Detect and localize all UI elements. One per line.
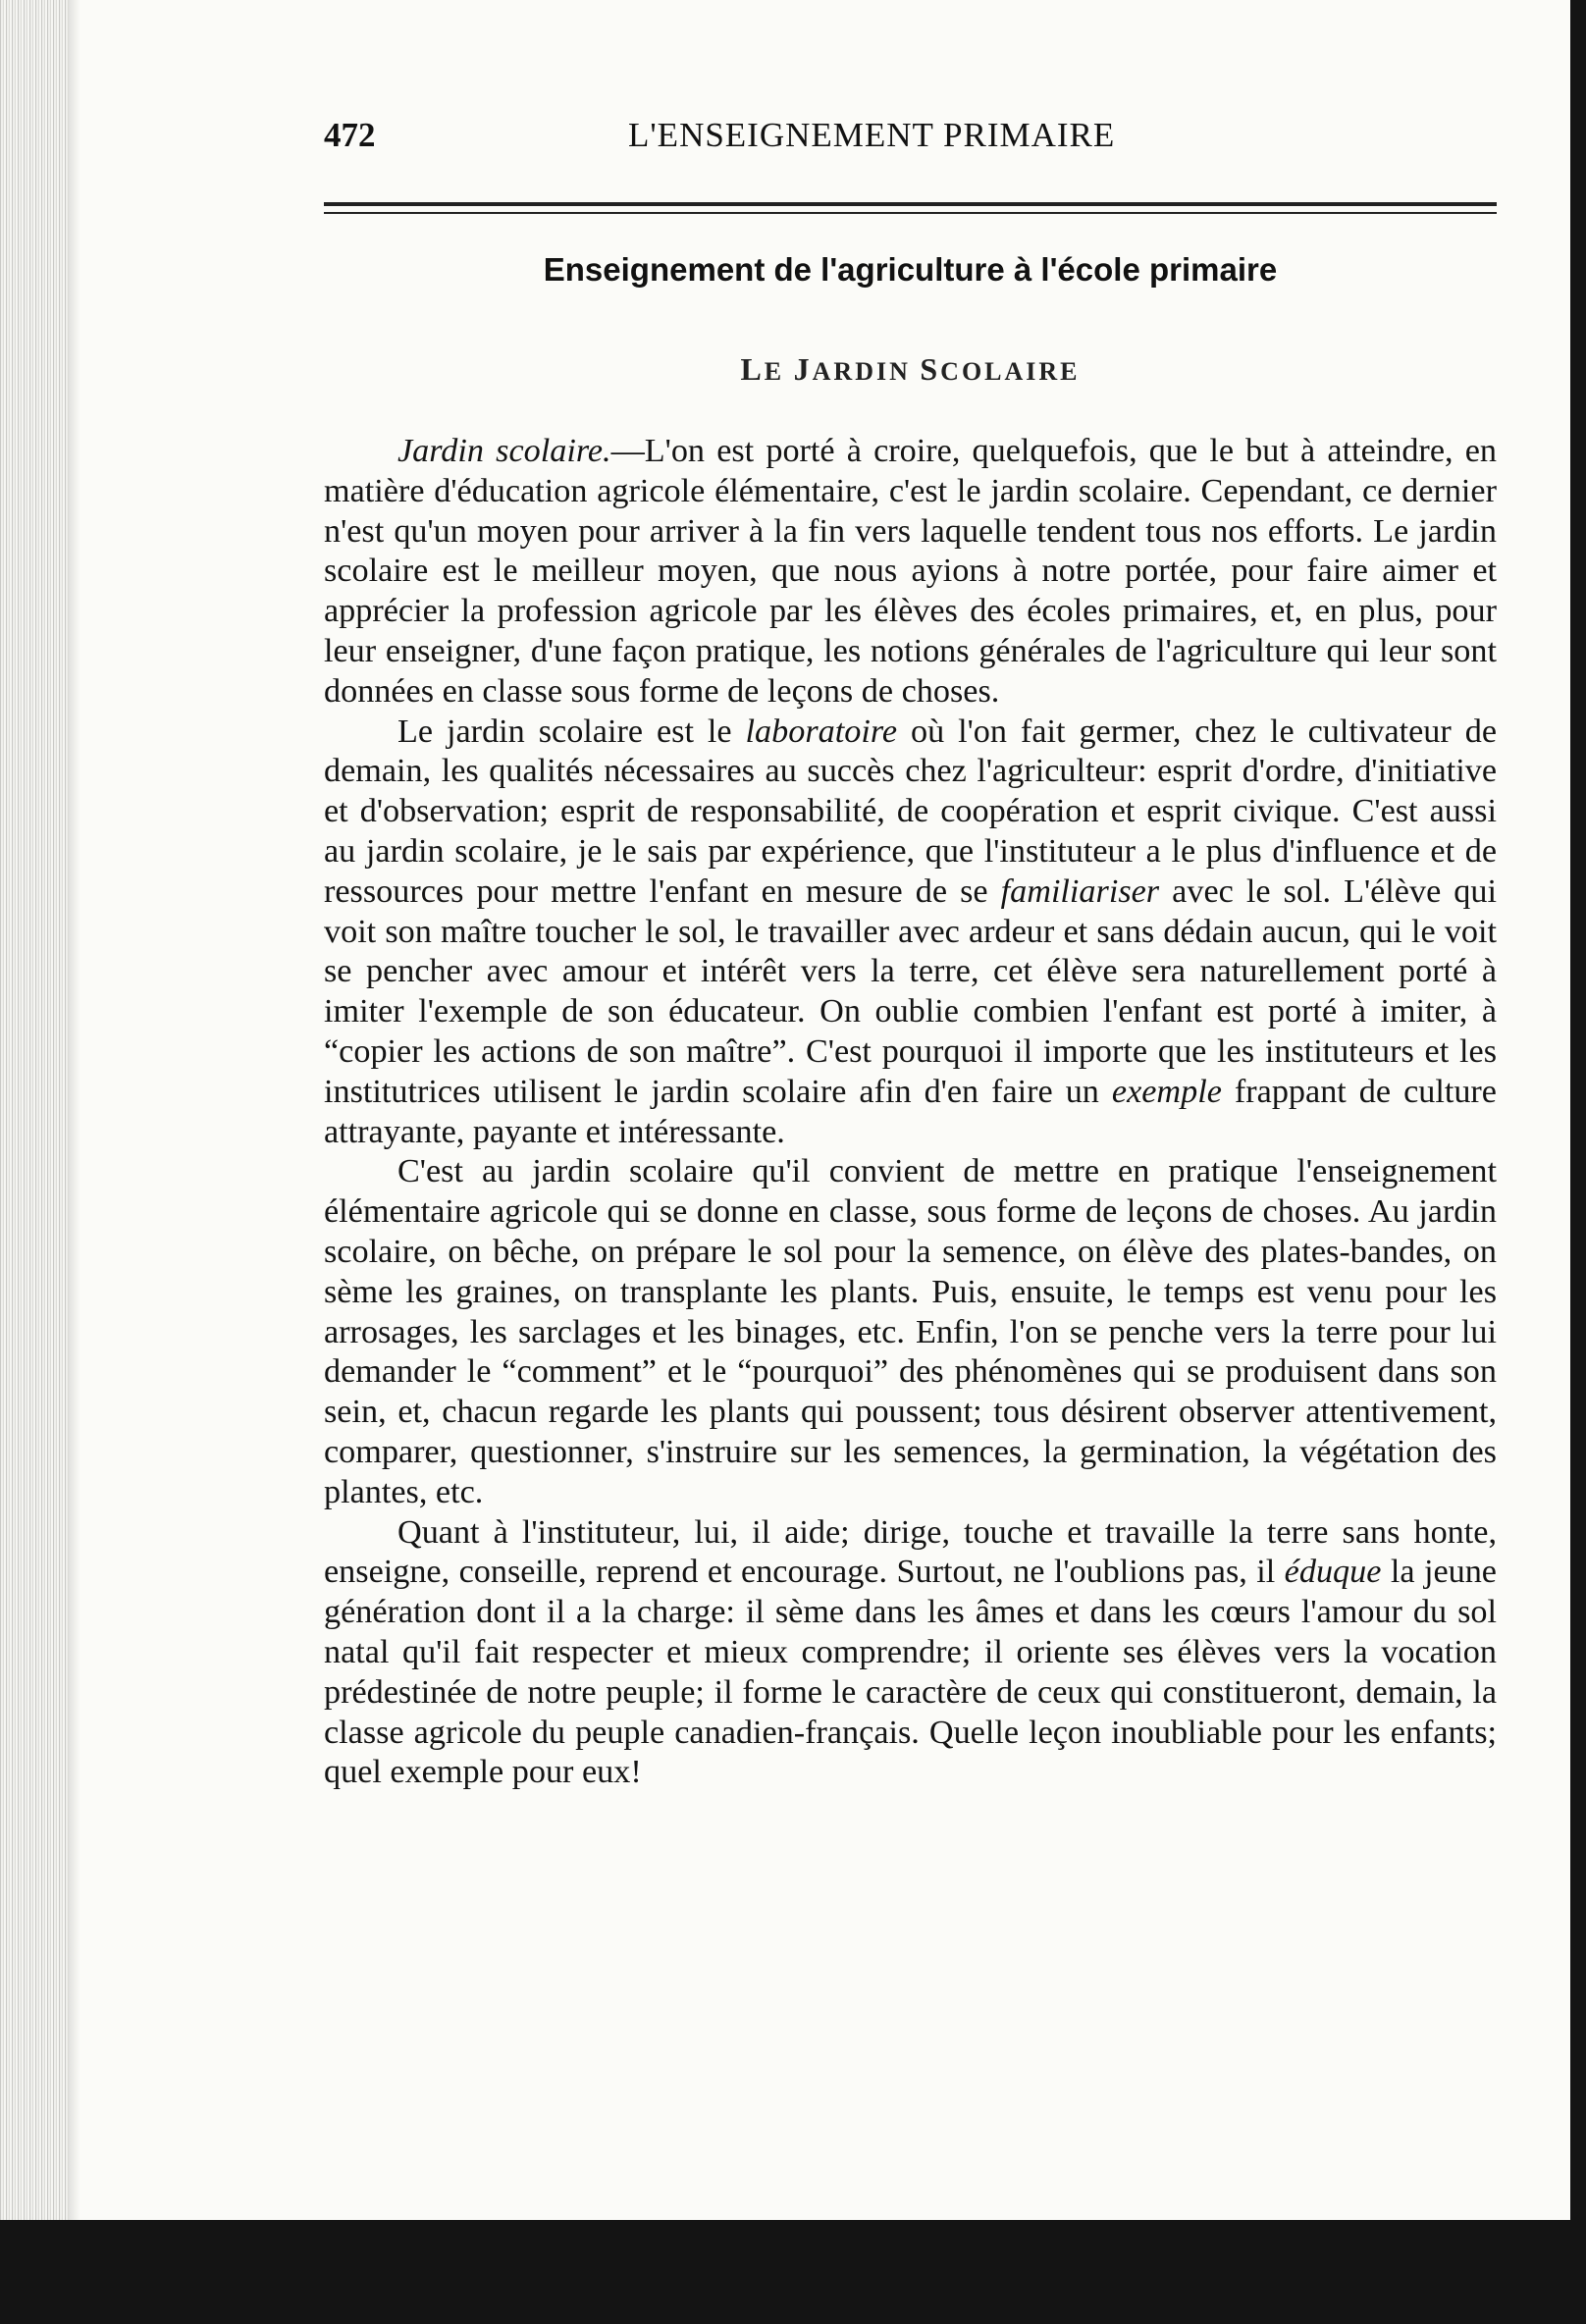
book-binding-edge [0,0,69,2220]
paragraph [324,1152,1497,1512]
paragraph [324,1513,1497,1794]
italic-text: familiariser [1000,872,1160,910]
paragraph [324,713,1497,1153]
paragraph-text: la jeune génération dont il a la charge: il sème dans les âmes et dans les cœurs l'amour du sol natal qu'il fait respecter et mieux comprendre; il oriente ses élèves vers la vocation prédestinée de notre peuple; il forme le caractère de ceux qui constitueront, demain, la classe agricole du peuple canadien-français. Quelle leçon inoubliable pour les enfants; quel exemple pour eux! [324,1554,1497,1791]
paragraph-text: C'est au jardin scolaire qu'il convient de mettre en pratique l'enseignement élémentaire agricole qui se donne en classe, sous forme de leçons de choses. Au jardin scolaire, on bêche, on prépare le sol pour la semence, on élève des plates-bandes, on sème les graines, on transplante les plants. Puis, ensuite, le temps est venu pour les arrosages, les sarclages et les binages, etc. Enfin, l'on se penche vers la terre pour lui demander le “comment” et le “pourquoi” des phénomènes qui se produisent dans son sein, et, chacun regarde les plants qui poussent; tous désirent observer attentivement, comparer, questionner, s'instruire sur les semences, la germination, la végétation des plantes, etc. [324,1153,1497,1510]
header-rule-thin [324,212,1497,214]
paragraph-text: Quant à l'instituteur, lui, il aide; dirige, touche et travaille la terre sans honte, enseigne, conseille, reprend et encourage. Surtout, ne l'oublions pas, il [324,1513,1497,1591]
section-title-text: LE JARDIN SCOLAIRE [740,351,1081,387]
article-title: Enseignement de l'agriculture à l'école primaire [543,251,1278,288]
paragraph-text: Le jardin scolaire est le [397,713,746,750]
section-title [324,351,1497,388]
scan-right-border [1570,0,1586,2324]
paragraph-text: —L'on est porté à croire, quelquefois, que le but à atteindre, en matière d'éducation agricole élémentaire, c'est le jardin scolaire. Cependant, ce dernier n'est qu'un moyen pour arriver à la fin vers laquelle tendent tous nos efforts. Le jardin scolaire est le meilleur moyen, que nous ayions à notre portée, pour faire aimer et apprécier la profession agricole par les élèves des écoles primaires, et, en plus, pour leur enseigner, d'une façon pratique, les notions générales de l'agriculture qui leur sont données en classe sous forme de leçons de choses. [324,433,1497,710]
paragraph-text: frappant de culture attrayante, payante et intéressante. [324,1073,1497,1150]
paragraph-text: avec le sol. L'élève qui voit son maître toucher le sol, le travailler avec ardeur et sans dédain aucun, qui le voit se pencher avec amour et intérêt vers la terre, cet élève sera naturellement porté à imiter l'exemple de son éducateur. On oublie combien l'enfant est porté à imiter, à “copier les actions de son maître”. C'est pourquoi il importe que les instituteurs et les institutrices utilisent le jardin scolaire afin d'en faire un [324,872,1497,1110]
italic-text: laboratoire [745,713,898,750]
scan-bottom-border [0,2220,1586,2324]
header-rule-thick [324,202,1497,206]
paragraph-text: où l'on fait germer, chez le cultivateur de demain, les qualités nécessaires au succès chez l'agriculteur: esprit d'ordre, d'initiative et d'observation; esprit de responsabilité, de coopération et esprit civique. C'est aussi au jardin scolaire, je le sais par expérience, que l'instituteur a le plus d'influence et de ressources pour mettre l'enfant en mesure de se [324,713,1497,910]
article-body [324,432,1497,1793]
page-number: 472 [324,116,376,154]
page-header [324,116,1551,165]
italic-text: Jardin scolaire. [397,433,611,469]
italic-text: éduque [1284,1554,1382,1591]
running-title: L'ENSEIGNEMENT PRIMAIRE [628,116,1116,154]
italic-text: exemple [1111,1073,1222,1110]
paragraph [324,432,1497,713]
